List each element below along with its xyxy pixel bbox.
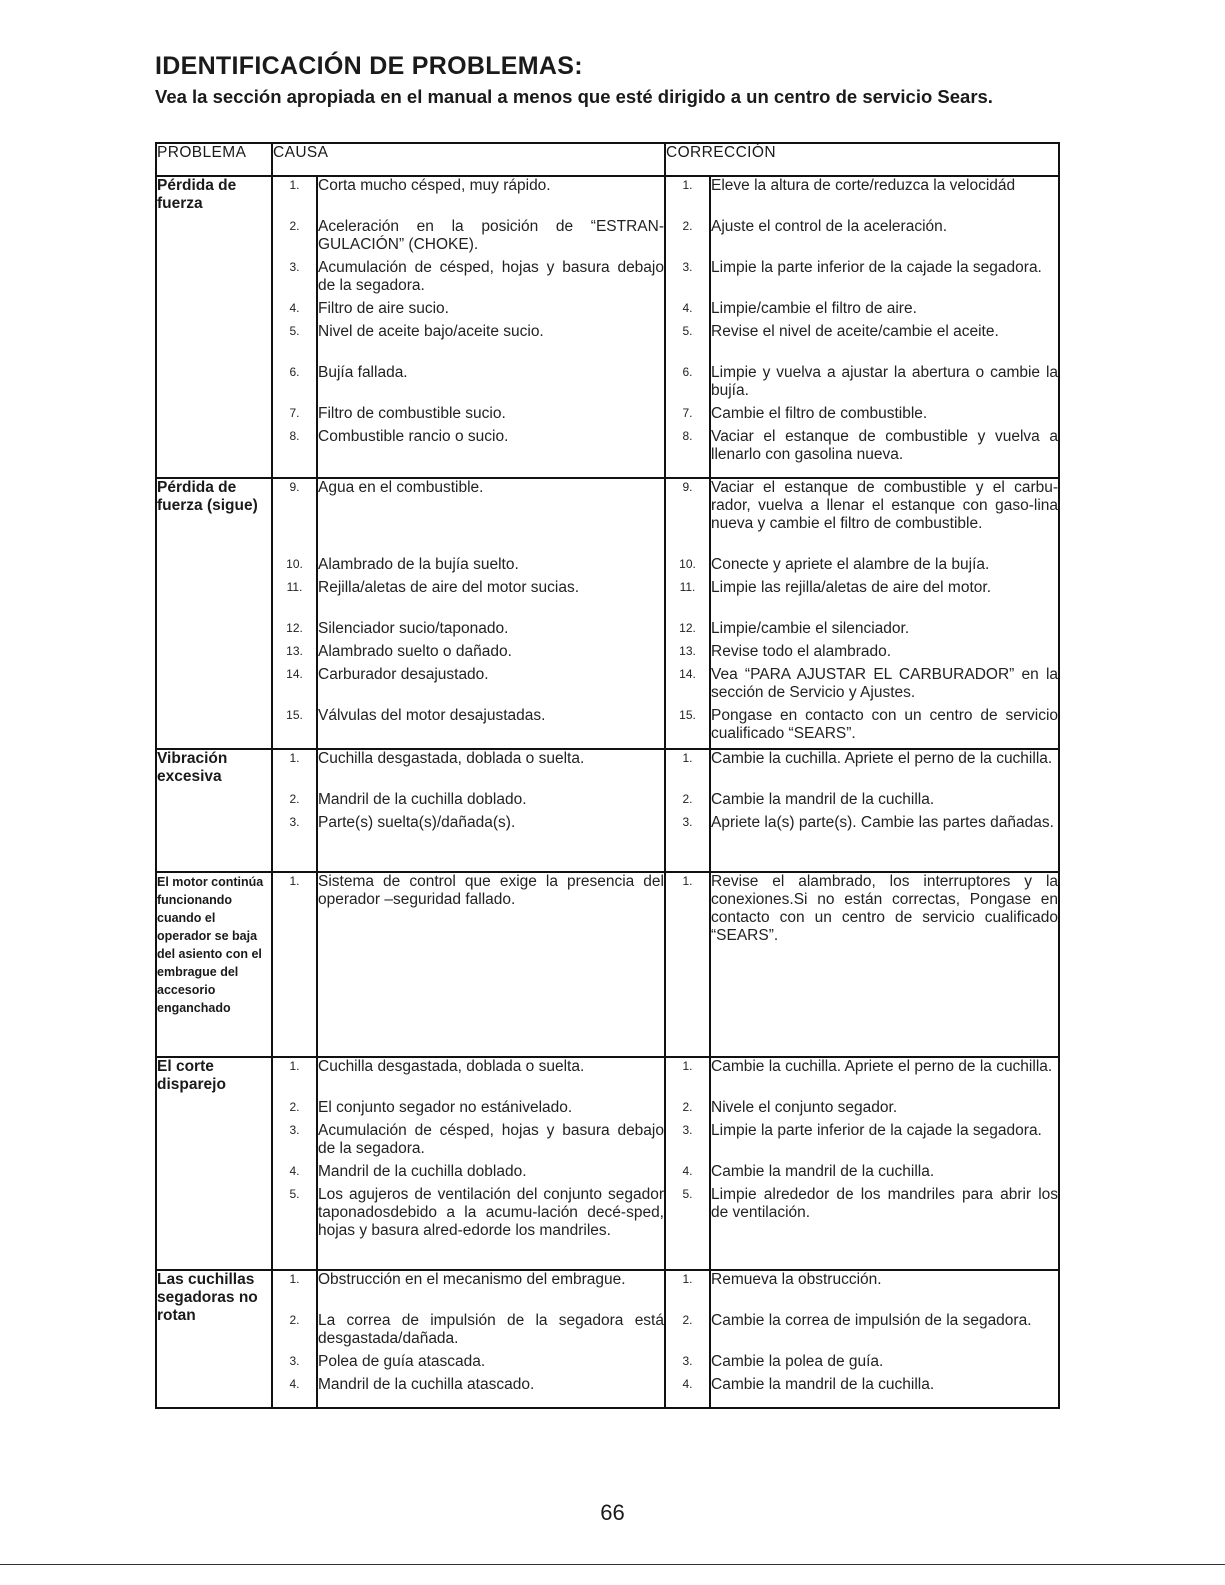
- table-row: [156, 1057, 1059, 1270]
- correction-item-number: 12.: [679, 621, 696, 635]
- cause-item-text: Agua en el combustible.: [318, 479, 484, 496]
- cause-number-cell: [272, 749, 317, 872]
- correction-item-number: 3.: [682, 1354, 693, 1368]
- cause-number-cell: [272, 478, 317, 749]
- cause-item-text: Nivel de aceite bajo/aceite sucio.: [318, 323, 544, 340]
- cause-item-text: Mandril de la cuchilla doblado.: [318, 1163, 527, 1180]
- page-number: 66: [600, 1500, 625, 1525]
- correction-item-text: Revise todo el alambrado.: [711, 643, 892, 660]
- cause-text-cell: [317, 1270, 665, 1408]
- cause-number-cell: [272, 1057, 317, 1270]
- problem-cell: Las cuchillas segadoras no rotan: [156, 1270, 272, 1408]
- correction-item-text: Limpie y vuelva a ajustar la abertura o cambie la bujía.: [711, 364, 1059, 399]
- correction-item-number: 2.: [682, 1313, 693, 1327]
- correction-item-text: Cambie la mandril de la cuchilla.: [711, 791, 935, 808]
- correction-item-text: Cambie la cuchilla. Apriete el perno de la cuchilla.: [711, 1058, 1053, 1075]
- correction-item-number: 1.: [682, 1059, 693, 1073]
- cause-item-number: 3.: [289, 815, 300, 829]
- cause-item-text: Acumulación de césped, hojas y basura debajo de la segadora.: [318, 259, 664, 294]
- correction-item-number: 8.: [682, 429, 693, 443]
- correction-item-number: 2.: [682, 792, 693, 806]
- problem-cell: Vibración excesiva: [156, 749, 272, 872]
- cause-item-number: 1.: [289, 874, 300, 888]
- correction-item-text: Apriete la(s) parte(s). Cambie las partes dañadas.: [711, 814, 1054, 831]
- correction-item-number: 2.: [682, 219, 693, 233]
- correction-item-text: Cambie la polea de guía.: [711, 1353, 884, 1370]
- correction-number-cell: [665, 1270, 710, 1408]
- correction-text-cell: [710, 872, 1059, 1057]
- cause-item-number: 3.: [289, 260, 300, 274]
- correction-item-number: 3.: [682, 815, 693, 829]
- cause-item-number: 2.: [289, 1313, 300, 1327]
- troubleshooting-table: [155, 142, 1060, 1409]
- table-header-row: [156, 143, 1059, 176]
- correction-text-cell: [710, 176, 1059, 478]
- cause-item-text: Mandril de la cuchilla atascado.: [318, 1376, 535, 1393]
- cause-item-text: Bujía fallada.: [318, 364, 408, 381]
- correction-number-cell: [665, 749, 710, 872]
- cause-item-text: Cuchilla desgastada, doblada o suelta.: [318, 1058, 585, 1075]
- cause-item-text: La correa de impulsión de la segadora está desgastada/dañada.: [318, 1312, 664, 1347]
- correction-item-number: 4.: [682, 1377, 693, 1391]
- cause-text-cell: [317, 749, 665, 872]
- cause-item-number: 9.: [289, 480, 300, 494]
- cause-item-number: 3.: [289, 1123, 300, 1137]
- cause-item-text: Silenciador sucio/taponado.: [318, 620, 509, 637]
- correction-item-number: 2.: [682, 1100, 693, 1114]
- cause-item-text: Rejilla/aletas de aire del motor sucias.: [318, 579, 580, 596]
- cause-item-number: 2.: [289, 219, 300, 233]
- problem-cell: Pérdida de fuerza (sigue): [156, 478, 272, 749]
- cause-item-text: Alambrado de la bujía suelto.: [318, 556, 519, 573]
- correction-item-number: 5.: [682, 1187, 693, 1201]
- cause-text-cell: [317, 872, 665, 1057]
- correction-item-text: Vaciar el estanque de combustible y el carbu-rador, vuelva a llenar el estanque con gaso-lina nueva y cambie el filtro de combustible.: [711, 479, 1059, 532]
- correction-item-number: 9.: [682, 480, 693, 494]
- cause-item-number: 1.: [289, 1272, 300, 1286]
- cause-item-number: 2.: [289, 1100, 300, 1114]
- correction-item-text: Nivele el conjunto segador.: [711, 1099, 898, 1116]
- correction-item-number: 14.: [679, 667, 696, 681]
- cause-item-text: Acumulación de césped, hojas y basura debajo de la segadora.: [318, 1122, 664, 1157]
- problem-cell: Pérdida de fuerza: [156, 176, 272, 478]
- cause-item-text: Sistema de control que exige la presencia del operador –seguridad fallado.: [318, 873, 664, 908]
- cause-item-number: 4.: [289, 301, 300, 315]
- correction-item-text: Pongase en contacto con un centro de servicio cualificado “SEARS”.: [711, 707, 1059, 742]
- page-title: IDENTIFICACIÓN DE PROBLEMAS:: [155, 52, 583, 80]
- table-body: [156, 176, 1059, 1408]
- table-row: [156, 478, 1059, 749]
- correction-item-number: 1.: [682, 874, 693, 888]
- cause-item-number: 6.: [289, 365, 300, 379]
- cause-item-text: Filtro de combustible sucio.: [318, 405, 506, 422]
- correction-item-text: Cambie la mandril de la cuchilla.: [711, 1163, 935, 1180]
- correction-item-text: Revise el alambrado, los interruptores y la conexiones.Si no están correctas, Pongase en contacto con un centro de servicio cualificado “SEARS”.: [711, 873, 1059, 944]
- correction-item-number: 1.: [682, 751, 693, 765]
- correction-number-cell: [665, 1057, 710, 1270]
- cause-item-text: Mandril de la cuchilla doblado.: [318, 791, 527, 808]
- correction-item-text: Conecte y apriete el alambre de la bujía.: [711, 556, 990, 573]
- table-row: [156, 749, 1059, 872]
- correction-item-number: 10.: [679, 557, 696, 571]
- cause-item-text: Aceleración en la posición de “ESTRAN-GULACIÓN” (CHOKE).: [318, 218, 664, 253]
- correction-text-cell: [710, 1270, 1059, 1408]
- cause-item-number: 15.: [286, 708, 303, 722]
- correction-item-number: 5.: [682, 324, 693, 338]
- cause-text-cell: [317, 176, 665, 478]
- cause-item-number: 4.: [289, 1164, 300, 1178]
- cause-text-cell: [317, 478, 665, 749]
- correction-text-cell: [710, 478, 1059, 749]
- correction-item-text: Cambie la mandril de la cuchilla.: [711, 1376, 935, 1393]
- cause-item-text: Carburador desajustado.: [318, 666, 489, 683]
- cause-item-number: 5.: [289, 324, 300, 338]
- table-row: [156, 872, 1059, 1057]
- correction-item-number: 13.: [679, 644, 696, 658]
- correction-item-text: Limpie las rejilla/aletas de aire del motor.: [711, 579, 991, 596]
- cause-item-number: 1.: [289, 751, 300, 765]
- correction-item-text: Limpie/cambie el silenciador.: [711, 620, 910, 637]
- page-subtitle: Vea la sección apropiada en el manual a menos que esté dirigido a un centro de servicio Sears.: [155, 86, 993, 107]
- correction-item-text: Ajuste el control de la aceleración.: [711, 218, 948, 235]
- cause-item-number: 5.: [289, 1187, 300, 1201]
- problem-cell: El corte disparejo: [156, 1057, 272, 1270]
- correction-item-number: 15.: [679, 708, 696, 722]
- correction-number-cell: [665, 478, 710, 749]
- correction-item-text: Limpie la parte inferior de la cajade la segadora.: [711, 259, 1042, 276]
- cause-item-text: Obstrucción en el mecanismo del embrague.: [318, 1271, 626, 1288]
- cause-item-text: Corta mucho césped, muy rápido.: [318, 177, 551, 194]
- cause-item-text: Filtro de aire sucio.: [318, 300, 449, 317]
- cause-item-number: 13.: [286, 644, 303, 658]
- correction-item-number: 4.: [682, 301, 693, 315]
- correction-item-text: Cambie el filtro de combustible.: [711, 405, 928, 422]
- cause-item-number: 3.: [289, 1354, 300, 1368]
- correction-item-number: 6.: [682, 365, 693, 379]
- cause-item-number: 4.: [289, 1377, 300, 1391]
- cause-number-cell: [272, 176, 317, 478]
- cause-item-number: 10.: [286, 557, 303, 571]
- correction-item-text: Remueva la obstrucción.: [711, 1271, 882, 1288]
- correction-text-cell: [710, 749, 1059, 872]
- cause-item-number: 2.: [289, 792, 300, 806]
- cause-item-number: 11.: [286, 580, 303, 594]
- cause-item-text: Cuchilla desgastada, doblada o suelta.: [318, 750, 585, 767]
- correction-item-text: Eleve la altura de corte/reduzca la velocidád: [711, 177, 1016, 194]
- cause-number-cell: [272, 872, 317, 1057]
- correction-item-text: Cambie la correa de impulsión de la segadora.: [711, 1312, 1032, 1329]
- cause-item-text: Válvulas del motor desajustadas.: [318, 707, 546, 724]
- correction-number-cell: [665, 872, 710, 1057]
- correction-item-number: 7.: [682, 406, 693, 420]
- correction-item-number: 3.: [682, 260, 693, 274]
- cause-item-number: 14.: [286, 667, 303, 681]
- cause-item-text: Alambrado suelto o dañado.: [318, 643, 512, 660]
- correction-item-text: Limpie la parte inferior de la cajade la segadora.: [711, 1122, 1042, 1139]
- correction-item-text: Vea “PARA AJUSTAR EL CARBURADOR” en la sección de Servicio y Ajustes.: [711, 666, 1059, 701]
- cause-item-text: Combustible rancio o sucio.: [318, 428, 509, 445]
- cause-item-number: 1.: [289, 1059, 300, 1073]
- correction-number-cell: [665, 176, 710, 478]
- cause-item-text: Parte(s) suelta(s)/dañada(s).: [318, 814, 516, 831]
- cause-item-text: Polea de guía atascada.: [318, 1353, 486, 1370]
- cause-item-text: El conjunto segador no estánivelado.: [318, 1099, 573, 1116]
- cause-item-number: 12.: [286, 621, 303, 635]
- correction-item-text: Vaciar el estanque de combustible y vuelva a llenarlo con gasolina nueva.: [711, 428, 1059, 463]
- correction-item-text: Limpie/cambie el filtro de aire.: [711, 300, 917, 317]
- correction-item-text: Limpie alrededor de los mandriles para abrir los de ventilación.: [711, 1186, 1059, 1221]
- correction-item-number: 3.: [682, 1123, 693, 1137]
- correction-item-number: 1.: [682, 178, 693, 192]
- correction-item-text: Cambie la cuchilla. Apriete el perno de la cuchilla.: [711, 750, 1053, 767]
- cause-item-number: 7.: [289, 406, 300, 420]
- correction-item-number: 4.: [682, 1164, 693, 1178]
- header-correction: CORRECCIÓN: [665, 143, 1059, 176]
- problem-cell: El motor continúa funcionando cuando el operador se baja del asiento con el embrague del accesorio enganchado: [156, 872, 272, 1057]
- correction-item-number: 1.: [682, 1272, 693, 1286]
- cause-item-text: Los agujeros de ventilación del conjunto segador taponadosdebido a la acumu-lación decé-sped, hojas y basura alred-edorde los mandriles.: [318, 1186, 664, 1239]
- header-cause: CAUSA: [272, 143, 665, 176]
- cause-number-cell: [272, 1270, 317, 1408]
- bottom-rule: [0, 1564, 1225, 1565]
- cause-text-cell: [317, 1057, 665, 1270]
- cause-item-number: 1.: [289, 178, 300, 192]
- table-row: [156, 176, 1059, 478]
- correction-text-cell: [710, 1057, 1059, 1270]
- header-problem: PROBLEMA: [156, 143, 272, 176]
- table-row: [156, 1270, 1059, 1408]
- correction-item-text: Revise el nivel de aceite/cambie el aceite.: [711, 323, 999, 340]
- cause-item-number: 8.: [289, 429, 300, 443]
- correction-item-number: 11.: [679, 580, 696, 594]
